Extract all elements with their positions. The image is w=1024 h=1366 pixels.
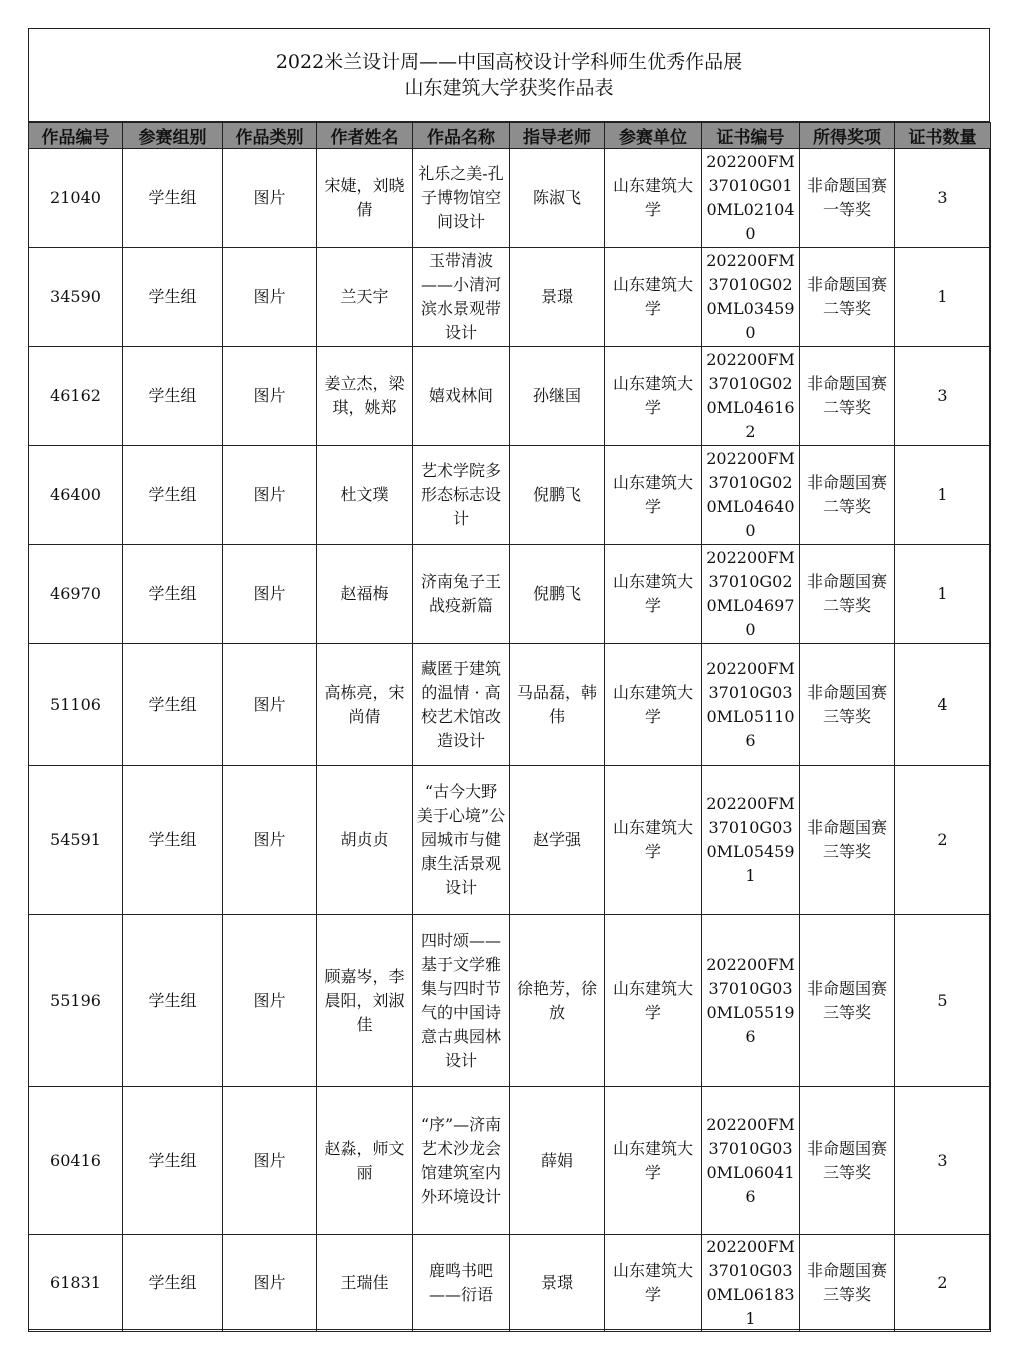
column-header: 参赛单位 xyxy=(605,123,702,149)
cell-authors: 胡贞贞 xyxy=(317,766,413,915)
column-header: 作品名称 xyxy=(413,123,510,149)
cell-group: 学生组 xyxy=(123,766,223,915)
cell-group: 学生组 xyxy=(123,347,223,446)
cell-teacher: 倪鹏飞 xyxy=(510,545,605,644)
cell-cert-count: 3 xyxy=(895,347,991,446)
cell-category: 图片 xyxy=(223,149,317,248)
cell-unit: 山东建筑大学 xyxy=(605,766,702,915)
cell-unit: 山东建筑大学 xyxy=(605,1087,702,1235)
table-row xyxy=(29,1087,991,1235)
cell-unit: 山东建筑大学 xyxy=(605,545,702,644)
cell-authors: 宋婕，刘晓倩 xyxy=(317,149,413,248)
cell-teacher: 薛娟 xyxy=(510,1087,605,1235)
cell-category: 图片 xyxy=(223,915,317,1087)
cell-group: 学生组 xyxy=(123,915,223,1087)
cell-cert-number: 202200FM37010G030ML060416 xyxy=(702,1087,800,1235)
column-header: 证书编号 xyxy=(702,123,800,149)
cell-unit: 山东建筑大学 xyxy=(605,1235,702,1332)
cell-category: 图片 xyxy=(223,644,317,766)
cell-teacher: 景璟 xyxy=(510,248,605,347)
cell-cert-number: 202200FM37010G020ML046162 xyxy=(702,347,800,446)
cell-group: 学生组 xyxy=(123,644,223,766)
table-row xyxy=(29,446,991,545)
cell-category: 图片 xyxy=(223,545,317,644)
cell-authors: 王瑞佳 xyxy=(317,1235,413,1332)
cell-unit: 山东建筑大学 xyxy=(605,644,702,766)
cell-cert-number: 202200FM37010G030ML051106 xyxy=(702,644,800,766)
cell-cert-number: 202200FM37010G030ML061831 xyxy=(702,1235,800,1332)
cell-authors: 姜立杰，梁琪，姚郑 xyxy=(317,347,413,446)
table-row xyxy=(29,149,991,248)
column-header: 作者姓名 xyxy=(317,123,413,149)
cell-cert-count: 5 xyxy=(895,915,991,1087)
cell-authors: 顾嘉岑，李晨阳，刘淑佳 xyxy=(317,915,413,1087)
cell-category: 图片 xyxy=(223,766,317,915)
cell-work-title: 礼乐之美-孔子博物馆空间设计 xyxy=(413,149,510,248)
cell-cert-number: 202200FM37010G030ML055196 xyxy=(702,915,800,1087)
table-header-row xyxy=(29,123,991,149)
cell-work-title: “序”—济南艺术沙龙会馆建筑室内外环境设计 xyxy=(413,1087,510,1235)
cell-cert-count: 3 xyxy=(895,149,991,248)
cell-group: 学生组 xyxy=(123,545,223,644)
cell-teacher: 马品磊，韩伟 xyxy=(510,644,605,766)
column-header: 证书数量 xyxy=(895,123,991,149)
column-header: 所得奖项 xyxy=(800,123,895,149)
cell-unit: 山东建筑大学 xyxy=(605,347,702,446)
document-title: 2022米兰设计周——中国高校设计学科师生优秀作品展 xyxy=(275,50,743,73)
cell-work-id: 61831 xyxy=(29,1235,123,1332)
cell-work-id: 46400 xyxy=(29,446,123,545)
cell-cert-count: 2 xyxy=(895,1235,991,1332)
cell-work-id: 60416 xyxy=(29,1087,123,1235)
column-header: 参赛组别 xyxy=(123,123,223,149)
cell-work-id: 46162 xyxy=(29,347,123,446)
cell-cert-count: 1 xyxy=(895,446,991,545)
cell-award: 非命题国赛二等奖 xyxy=(800,248,895,347)
cell-group: 学生组 xyxy=(123,1235,223,1332)
cell-cert-number: 202200FM37010G020ML034590 xyxy=(702,248,800,347)
cell-work-title: 藏匿于建筑的温情 · 高校艺术馆改造设计 xyxy=(413,644,510,766)
cell-work-title: 鹿鸣书吧——衍语 xyxy=(413,1235,510,1332)
cell-unit: 山东建筑大学 xyxy=(605,446,702,545)
cell-unit: 山东建筑大学 xyxy=(605,915,702,1087)
cell-award: 非命题国赛二等奖 xyxy=(800,446,895,545)
title-block xyxy=(28,28,990,122)
cell-work-id: 34590 xyxy=(29,248,123,347)
cell-work-title: 嬉戏林间 xyxy=(413,347,510,446)
cell-work-title: 玉带清波——小清河滨水景观带设计 xyxy=(413,248,510,347)
cell-cert-count: 4 xyxy=(895,644,991,766)
table-row xyxy=(29,248,991,347)
cell-category: 图片 xyxy=(223,1087,317,1235)
cell-teacher: 倪鹏飞 xyxy=(510,446,605,545)
cell-teacher: 孙继国 xyxy=(510,347,605,446)
cell-group: 学生组 xyxy=(123,446,223,545)
cell-teacher: 徐艳芳，徐放 xyxy=(510,915,605,1087)
cell-award: 非命题国赛二等奖 xyxy=(800,545,895,644)
cell-authors: 高栋亮，宋尚倩 xyxy=(317,644,413,766)
cell-category: 图片 xyxy=(223,1235,317,1332)
cell-authors: 赵淼，师文丽 xyxy=(317,1087,413,1235)
cell-award: 非命题国赛三等奖 xyxy=(800,1235,895,1332)
table-row xyxy=(29,545,991,644)
cell-award: 非命题国赛三等奖 xyxy=(800,1087,895,1235)
cell-authors: 赵福梅 xyxy=(317,545,413,644)
cell-teacher: 陈淑飞 xyxy=(510,149,605,248)
cell-authors: 杜文璞 xyxy=(317,446,413,545)
cell-work-title: 四时颂——基于文学雅集与四时节气的中国诗意古典园林设计 xyxy=(413,915,510,1087)
cell-cert-count: 1 xyxy=(895,545,991,644)
cell-group: 学生组 xyxy=(123,248,223,347)
cell-work-title: 艺术学院多形态标志设计 xyxy=(413,446,510,545)
table-row xyxy=(29,644,991,766)
cell-work-id: 46970 xyxy=(29,545,123,644)
cell-authors: 兰天宇 xyxy=(317,248,413,347)
awards-table xyxy=(28,122,991,1332)
cell-work-title: “古今大野 美于心境”公园城市与健康生活景观设计 xyxy=(413,766,510,915)
cell-category: 图片 xyxy=(223,347,317,446)
cell-work-id: 51106 xyxy=(29,644,123,766)
cell-unit: 山东建筑大学 xyxy=(605,149,702,248)
cell-category: 图片 xyxy=(223,248,317,347)
cell-award: 非命题国赛一等奖 xyxy=(800,149,895,248)
table-row xyxy=(29,915,991,1087)
cell-category: 图片 xyxy=(223,446,317,545)
cell-cert-number: 202200FM37010G020ML046400 xyxy=(702,446,800,545)
cell-unit: 山东建筑大学 xyxy=(605,248,702,347)
cell-award: 非命题国赛三等奖 xyxy=(800,766,895,915)
cell-cert-number: 202200FM37010G010ML021040 xyxy=(702,149,800,248)
cell-teacher: 景璟 xyxy=(510,1235,605,1332)
cell-award: 非命题国赛三等奖 xyxy=(800,915,895,1087)
cell-cert-number: 202200FM37010G020ML046970 xyxy=(702,545,800,644)
column-header: 指导老师 xyxy=(510,123,605,149)
column-header: 作品类别 xyxy=(223,123,317,149)
table-row xyxy=(29,1235,991,1332)
cell-cert-count: 3 xyxy=(895,1087,991,1235)
cell-work-id: 54591 xyxy=(29,766,123,915)
column-header: 作品编号 xyxy=(29,123,123,149)
table-row xyxy=(29,347,991,446)
cell-cert-count: 2 xyxy=(895,766,991,915)
cell-cert-number: 202200FM37010G030ML054591 xyxy=(702,766,800,915)
document-subtitle: 山东建筑大学获奖作品表 xyxy=(404,76,614,99)
cell-award: 非命题国赛三等奖 xyxy=(800,644,895,766)
cell-work-title: 济南兔子王战疫新篇 xyxy=(413,545,510,644)
cell-work-id: 21040 xyxy=(29,149,123,248)
cell-award: 非命题国赛二等奖 xyxy=(800,347,895,446)
table-row xyxy=(29,766,991,915)
cell-cert-count: 1 xyxy=(895,248,991,347)
cell-group: 学生组 xyxy=(123,1087,223,1235)
cell-group: 学生组 xyxy=(123,149,223,248)
cell-teacher: 赵学强 xyxy=(510,766,605,915)
cell-work-id: 55196 xyxy=(29,915,123,1087)
